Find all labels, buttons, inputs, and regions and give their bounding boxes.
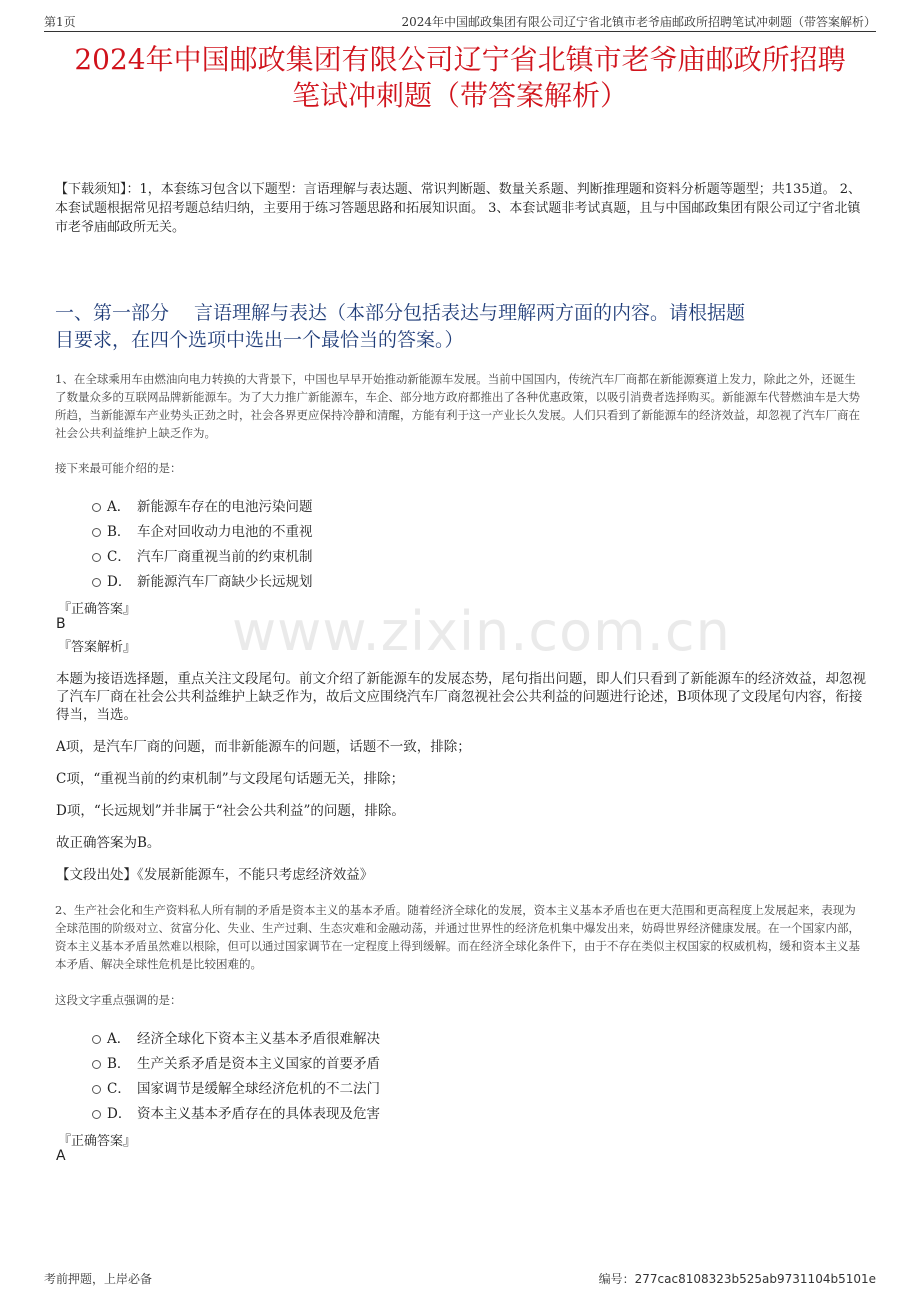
question-1-answer-label: 『正确答案』 [58, 602, 137, 617]
option-text: 车企对回收动力电池的不重视 [137, 524, 313, 540]
radio-icon[interactable] [92, 503, 101, 512]
document-title [40, 42, 880, 114]
watermark: www.zixin.com.cn [232, 600, 731, 663]
option-text: 新能源车存在的电池污染问题 [137, 499, 313, 515]
question-2-stem: 2、生产社会化和生产资料私人所有制的矛盾是资本主义的基本矛盾。随着经济全球化的发展，资本主义基本矛盾也在更大范围和更高程度上发展起来，表现为全球范围的阶级对立、贫富分化、失业、生产过剩、生态灾难和金融动荡，并通过世界性的经济危机集中爆发出来，妨碍世界经济健康发展。在一个国家内部，资本主义基本矛盾虽然难以根除，但可以通过国家调节在一定程度上得到缓解。而在经济全球化条件下，由于不存在类似主权国家的权威机构，缓和资本主义基本矛盾、解决全球性危机是比较困难的。 [55, 903, 860, 971]
footer-slogan: 考前押题，上岸必备 [44, 1272, 153, 1286]
question-2-option-b[interactable] [92, 1052, 380, 1072]
option-letter: C． [107, 549, 131, 565]
question-2-answer-label: 『正确答案』 [58, 1134, 137, 1149]
page-header [44, 12, 876, 32]
radio-icon[interactable] [92, 1110, 101, 1119]
question-2-option-d[interactable] [92, 1102, 380, 1122]
question-2-option-c[interactable] [92, 1077, 380, 1097]
question-1-stem: 1、在全球乘用车由燃油向电力转换的大背景下，中国也早早开始推动新能源车发展。当前中国国内，传统汽车厂商都在新能源赛道上发力，除此之外，还诞生了数量众多的互联网品牌新能源车。为了大力推广新能源车，车企、部分地方政府都推出了各种优惠政策，以吸引消费者选择购买。新能源车代替燃油车是大势所趋，当新能源车产业势头正劲之时，社会各界更应保持冷静和清醒，方能有利于这一产业长久发展。人们只看到了新能源车的经济效益，却忽视了汽车厂商在社会公共利益维护上缺乏作为。 [55, 372, 860, 440]
question-1-prompt: 接下来最可能介绍的是： [55, 461, 182, 475]
download-notice: 【下载须知】：1，本套练习包含以下题型：言语理解与表达题、常识判断题、数量关系题、判断推理题和资料分析题等题型；共135道。 2、本套试题根据常见招考题总结归纳，主要用于练习答题思路和拓展知识面。 3、本套试题非考试真题，且与中国邮政集团有限公司辽宁省北镇市老爷庙邮政所无关。 [55, 182, 861, 235]
footer-id-code: 277cac8108323b525ab9731104b5101e [634, 1272, 876, 1286]
question-1-option-b[interactable] [92, 520, 313, 540]
question-2-option-a[interactable] [92, 1027, 380, 1047]
radio-icon[interactable] [92, 553, 101, 562]
option-text: 汽车厂商重视当前的约束机制 [137, 549, 313, 565]
title-line-2: 笔试冲刺题（带答案解析） [291, 79, 628, 112]
option-letter: B． [107, 1056, 131, 1072]
question-1-option-c[interactable] [92, 545, 313, 565]
section-line-2: 目要求，在四个选项中选出一个最恰当的答案。） [55, 329, 464, 351]
footer-id [599, 1270, 876, 1287]
analysis-paragraph: D项，“长远规划”并非属于“社会公共利益”的问题，排除。 [56, 803, 405, 819]
option-text: 经济全球化下资本主义基本矛盾很难解决 [137, 1031, 380, 1047]
option-text: 国家调节是缓解全球经济危机的不二法门 [137, 1081, 380, 1097]
radio-icon[interactable] [92, 1060, 101, 1069]
option-letter: D． [107, 574, 132, 590]
option-letter: A． [107, 499, 131, 515]
question-2-prompt: 这段文字重点强调的是： [55, 993, 182, 1007]
radio-icon[interactable] [92, 528, 101, 537]
title-line-1: 2024年中国邮政集团有限公司辽宁省北镇市老爷庙邮政所招聘 [74, 43, 846, 76]
option-text: 新能源汽车厂商缺少长远规划 [137, 574, 313, 590]
option-text: 资本主义基本矛盾存在的具体表现及危害 [137, 1106, 380, 1122]
question-2-answer: A [56, 1148, 66, 1164]
option-text: 生产关系矛盾是资本主义国家的首要矛盾 [137, 1056, 380, 1072]
section-line-1: 一、第一部分 言语理解与表达（本部分包括表达与理解两方面的内容。请根据题 [55, 302, 746, 324]
option-letter: B． [107, 524, 131, 540]
page-number: 第1页 [44, 15, 76, 29]
question-1-analysis-label: 『答案解析』 [58, 640, 137, 655]
question-1-option-a[interactable] [92, 495, 313, 515]
analysis-paragraph: C项，“重视当前的约束机制”与文段尾句话题无关，排除； [56, 771, 405, 787]
question-1-option-d[interactable] [92, 570, 313, 590]
question-1-answer: B [56, 616, 66, 632]
radio-icon[interactable] [92, 1085, 101, 1094]
radio-icon[interactable] [92, 578, 101, 587]
analysis-paragraph: 本题为接语选择题，重点关注文段尾句。前文介绍了新能源车的发展态势，尾句指出问题，即人们只看到了新能源车的经济效益，却忽视了汽车厂商在社会公共利益维护上缺乏作为，故后文应围绕汽车厂商忽视社会公共利益的问题进行论述，B项体现了文段尾句内容，衔接得当，当选。 [56, 671, 866, 723]
analysis-paragraph: 故正确答案为B。 [56, 835, 161, 851]
section-heading [55, 300, 870, 354]
option-letter: A． [107, 1031, 131, 1047]
option-letter: D． [107, 1106, 132, 1122]
header-title: 2024年中国邮政集团有限公司辽宁省北镇市老爷庙邮政所招聘笔试冲刺题（带答案解析） [401, 15, 876, 29]
analysis-paragraph: A项，是汽车厂商的问题，而非新能源车的问题，话题不一致，排除； [56, 739, 471, 755]
footer-id-label: 编号： [598, 1272, 635, 1286]
source-note: 【文段出处】《发展新能源车，不能只考虑经济效益》 [56, 867, 374, 883]
option-letter: C． [107, 1081, 131, 1097]
radio-icon[interactable] [92, 1035, 101, 1044]
